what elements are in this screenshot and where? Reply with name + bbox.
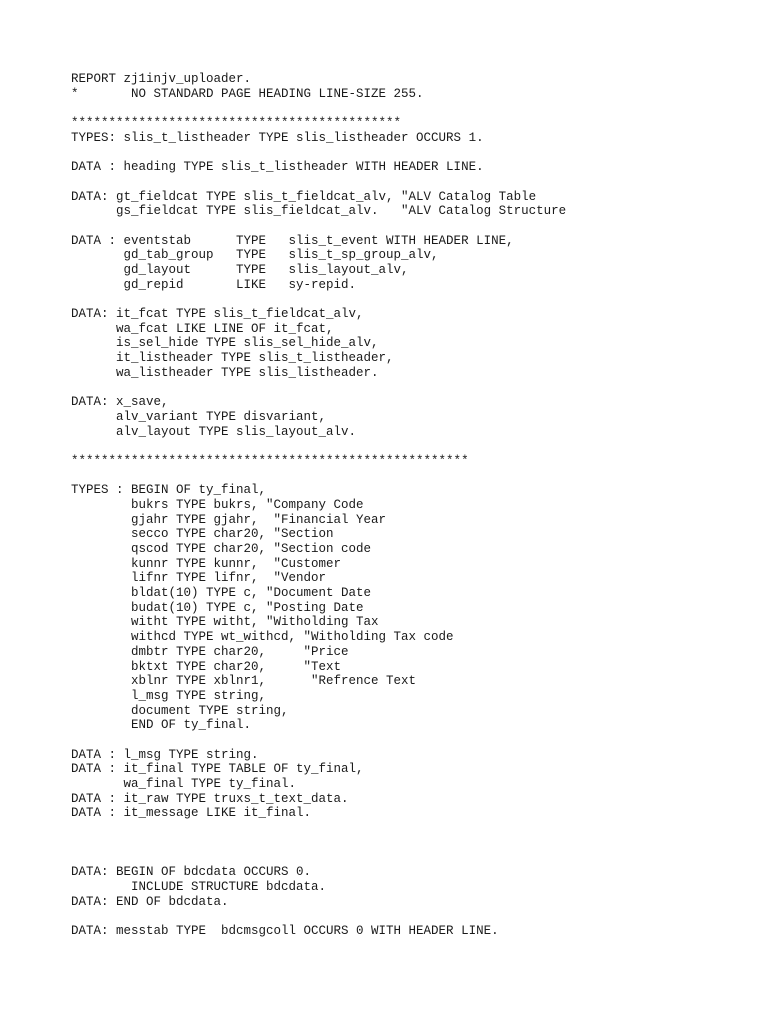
code-line — [71, 175, 566, 190]
code-line — [71, 836, 566, 851]
code-line: DATA: gt_fieldcat TYPE slis_t_fieldcat_alv, "ALV Catalog Table — [71, 189, 537, 204]
code-line: alv_layout TYPE slis_layout_alv. — [71, 424, 357, 439]
code-line: DATA: it_fcat TYPE slis_t_fieldcat_alv, — [71, 307, 364, 321]
code-line: wa_listheader TYPE slis_listheader. — [71, 365, 379, 380]
code-line: secco TYPE char20, "Section — [71, 527, 334, 542]
code-line: alv_variant TYPE disvariant, — [71, 409, 327, 424]
code-line: document TYPE string, — [71, 703, 289, 718]
code-line: witht TYPE witht, "Witholding Tax — [71, 615, 379, 630]
code-line: wa_final TYPE ty_final. — [71, 777, 297, 791]
code-line: xblnr TYPE xblnr1, "Refrence Text — [71, 674, 417, 689]
code-line — [71, 292, 566, 307]
code-line: it_listheader TYPE slis_t_listheader, — [71, 351, 394, 366]
code-line: kunnr TYPE kunnr, "Customer — [71, 556, 342, 571]
code-line — [71, 850, 566, 865]
code-line: gs_fieldcat TYPE slis_fieldcat_alv. "ALV Catalog Structure — [71, 204, 567, 219]
code-line: DATA : it_raw TYPE truxs_t_text_data. — [71, 791, 349, 806]
code-line: bukrs TYPE bukrs, "Company Code — [71, 497, 364, 512]
code-line: DATA : it_final TYPE TABLE OF ty_final, — [71, 762, 364, 777]
code-line: gd_tab_group TYPE slis_t_sp_group_alv, — [71, 248, 439, 263]
code-line — [71, 439, 566, 454]
code-line: DATA : eventstab TYPE slis_t_event WITH HEADER LINE, — [71, 233, 514, 248]
abap-source-code — [71, 72, 566, 939]
code-line: dmbtr TYPE char20, "Price — [71, 644, 349, 659]
code-line: withcd TYPE wt_withcd, "Witholding Tax code — [71, 630, 454, 645]
code-line: DATA : l_msg TYPE string. — [71, 747, 259, 762]
code-line: lifnr TYPE lifnr, "Vendor — [71, 571, 327, 586]
code-line — [71, 821, 566, 836]
code-line: qscod TYPE char20, "Section code — [71, 542, 372, 556]
code-line: l_msg TYPE string, — [71, 688, 267, 703]
code-line: DATA: BEGIN OF bdcdata OCCURS 0. — [71, 865, 312, 880]
code-line: END OF ty_final. — [71, 718, 252, 733]
code-line: gd_layout TYPE slis_layout_alv, — [71, 262, 409, 277]
code-line — [71, 219, 566, 234]
code-line: TYPES : BEGIN OF ty_final, — [71, 483, 267, 498]
code-line: DATA: END OF bdcdata. — [71, 894, 229, 909]
code-line: * NO STANDARD PAGE HEADING LINE-SIZE 255. — [71, 86, 424, 101]
code-line — [71, 469, 566, 484]
code-line: ******************************************** — [71, 116, 402, 131]
code-line: bktxt TYPE char20, "Text — [71, 659, 342, 674]
code-line: DATA : heading TYPE slis_t_listheader WITH HEADER LINE. — [71, 160, 484, 175]
code-line: gjahr TYPE gjahr, "Financial Year — [71, 512, 387, 527]
code-line: DATA: x_save, — [71, 395, 169, 410]
code-line: gd_repid LIKE sy-repid. — [71, 277, 357, 292]
code-line: wa_fcat LIKE LINE OF it_fcat, — [71, 321, 334, 336]
code-line: budat(10) TYPE c, "Posting Date — [71, 600, 364, 615]
code-line: INCLUDE STRUCTURE bdcdata. — [71, 879, 327, 894]
code-line: bldat(10) TYPE c, "Document Date — [71, 586, 372, 601]
code-line: ***************************************************** — [71, 453, 469, 468]
code-line: is_sel_hide TYPE slis_sel_hide_alv, — [71, 336, 379, 351]
code-line — [71, 733, 566, 748]
code-line — [71, 101, 566, 116]
code-line — [71, 380, 566, 395]
code-line: REPORT zj1injv_uploader. — [71, 72, 252, 86]
code-line: DATA: messtab TYPE bdcmsgcoll OCCURS 0 WITH HEADER LINE. — [71, 923, 499, 938]
code-line: DATA : it_message LIKE it_final. — [71, 806, 312, 821]
code-line — [71, 909, 566, 924]
code-line — [71, 145, 566, 160]
code-line: TYPES: slis_t_listheader TYPE slis_listheader OCCURS 1. — [71, 130, 484, 145]
